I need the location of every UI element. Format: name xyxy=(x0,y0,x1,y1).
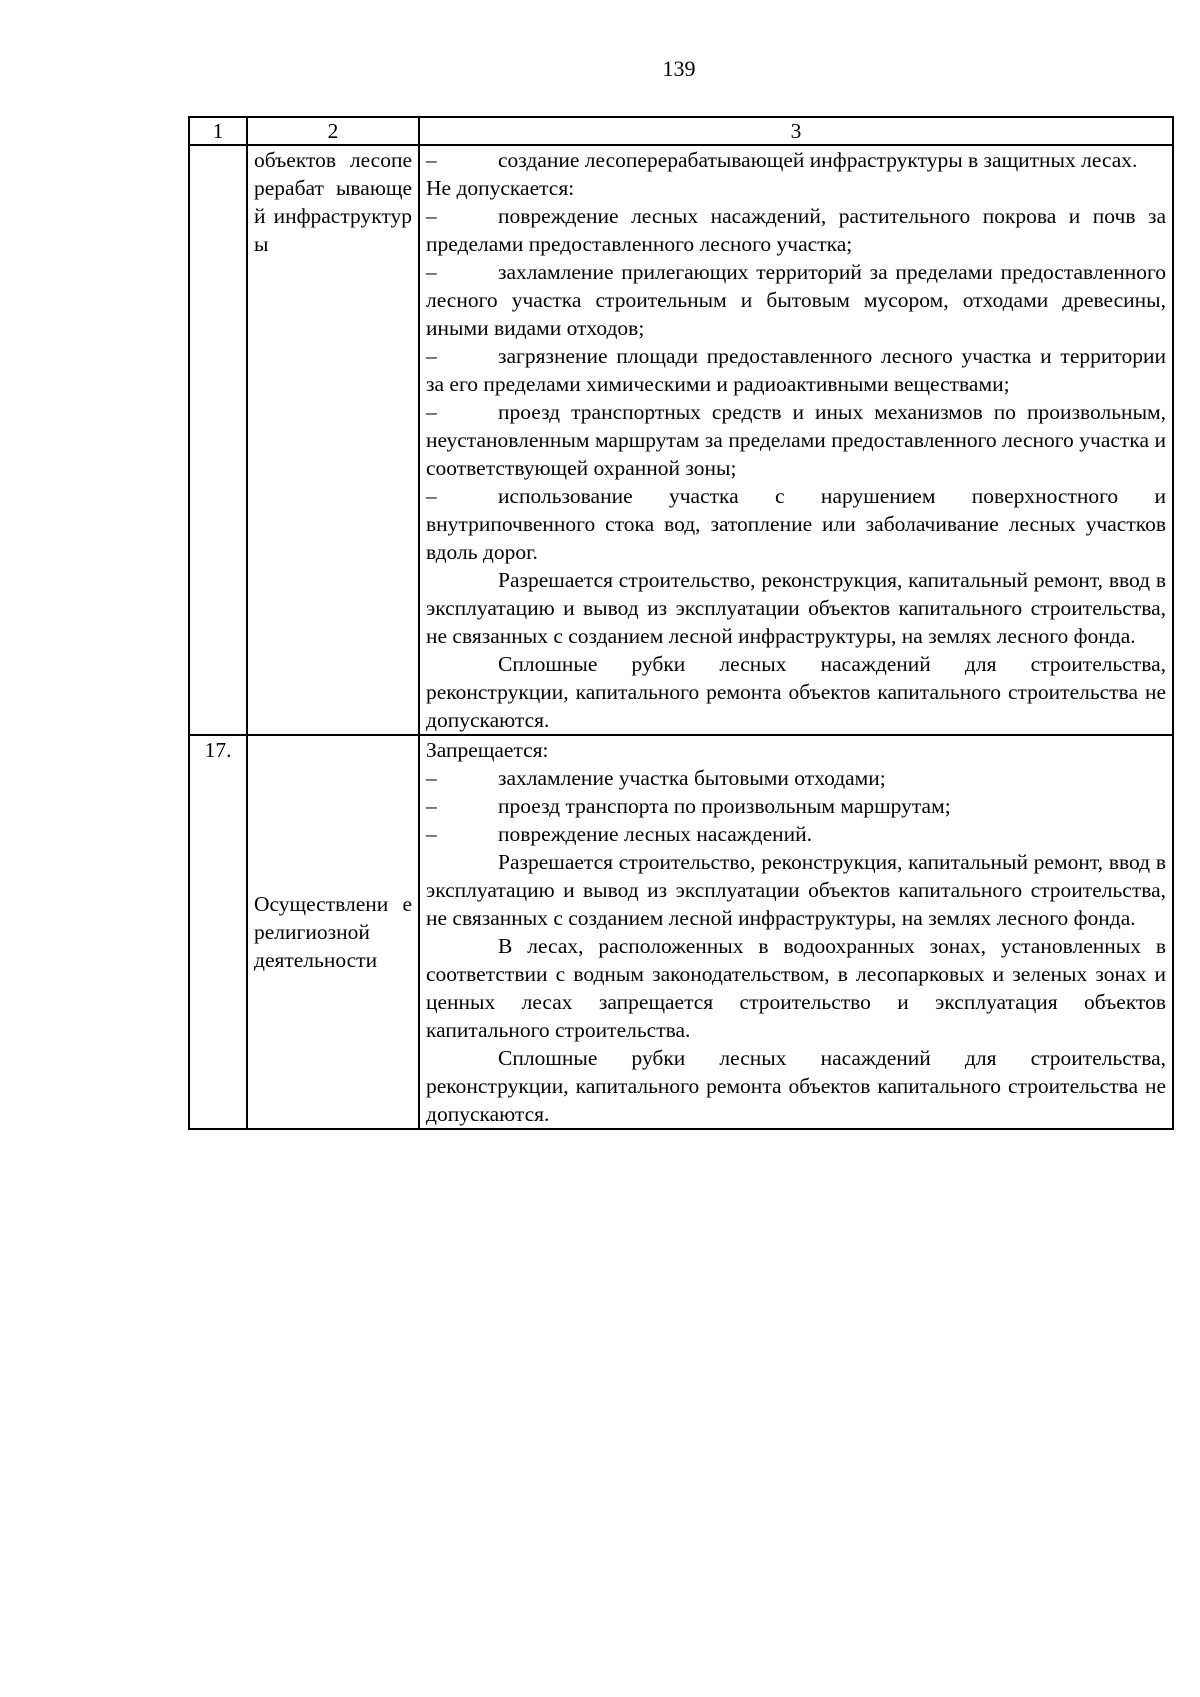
requirement-paragraph: Сплошные рубки лесных насаждений для строительства, реконструкции, капитального ремонта объектов капитального строительства не допускаются. xyxy=(426,652,1166,732)
requirement-item: – проезд транспорта по произвольным маршрутам; xyxy=(426,792,1166,820)
column-header-1: 1 xyxy=(189,117,247,145)
page-number: 139 xyxy=(662,56,696,81)
requirement-paragraph: В лесах, расположенных в водоохранных зонах, установленных в соответствии с водным законодательством, в лесопарковых и зеленых зонах и ценных лесах запрещается строительство и эксплуатация объектов капитального строительства. xyxy=(426,934,1166,1042)
activity-name: объектов лесоперерабат ывающей инфраструктур ы xyxy=(247,145,419,735)
requirement-item: – повреждение лесных насаждений. xyxy=(426,820,1166,848)
requirement-item: – захламление участка бытовыми отходами; xyxy=(426,764,1166,792)
row-number: 17. xyxy=(189,735,247,1129)
row-number xyxy=(189,145,247,735)
table-row xyxy=(189,145,1173,735)
regulation-table xyxy=(188,116,1174,1130)
requirements-cell xyxy=(419,735,1173,1129)
requirement-item: – захламление прилегающих территорий за пределами предоставленного лесного участка строительным и бытовым мусором, отходами древесины, иными видами отходов; xyxy=(426,258,1166,342)
section-heading: Не допускается: xyxy=(426,176,575,200)
requirement-item: – проезд транспортных средств и иных механизмов по произвольным, неустановленным маршрутам за пределами предоставленного лесного участка и соответствующей охранной зоны; xyxy=(426,398,1166,482)
requirement-paragraph: Сплошные рубки лесных насаждений для строительства, реконструкции, капитального ремонта объектов капитального строительства не допускаются. xyxy=(426,1046,1166,1126)
column-header-2: 2 xyxy=(247,117,419,145)
requirement-paragraph: Разрешается строительство, реконструкция, капитальный ремонт, ввод в эксплуатацию и вывод из эксплуатации объектов капитального строительства, не связанных с созданием лесной инфраструктуры, на землях лесного фонда. xyxy=(426,850,1166,930)
column-header-3: 3 xyxy=(419,117,1173,145)
table-row xyxy=(189,735,1173,1129)
requirement-item: – создание лесоперерабатывающей инфраструктуры в защитных лесах. xyxy=(426,146,1166,174)
requirement-item: – повреждение лесных насаждений, растительного покрова и почв за пределами предоставленного лесного участка; xyxy=(426,202,1166,258)
section-heading: Запрещается: xyxy=(426,738,549,762)
table-header-row xyxy=(189,117,1173,145)
requirement-item: – загрязнение площади предоставленного лесного участка и территории за его пределами химическими и радиоактивными веществами; xyxy=(426,342,1166,398)
requirements-cell xyxy=(419,145,1173,735)
activity-name: Осуществлени е религиозной деятельности xyxy=(247,735,419,1129)
requirement-paragraph: Разрешается строительство, реконструкция, капитальный ремонт, ввод в эксплуатацию и вывод из эксплуатации объектов капитального строительства, не связанных с созданием лесной инфраструктуры, на землях лесного фонда. xyxy=(426,568,1166,648)
requirement-item: – использование участка с нарушением поверхностного и внутрипочвенного стока вод, затопление или заболачивание лесных участков вдоль дорог. xyxy=(426,482,1166,566)
